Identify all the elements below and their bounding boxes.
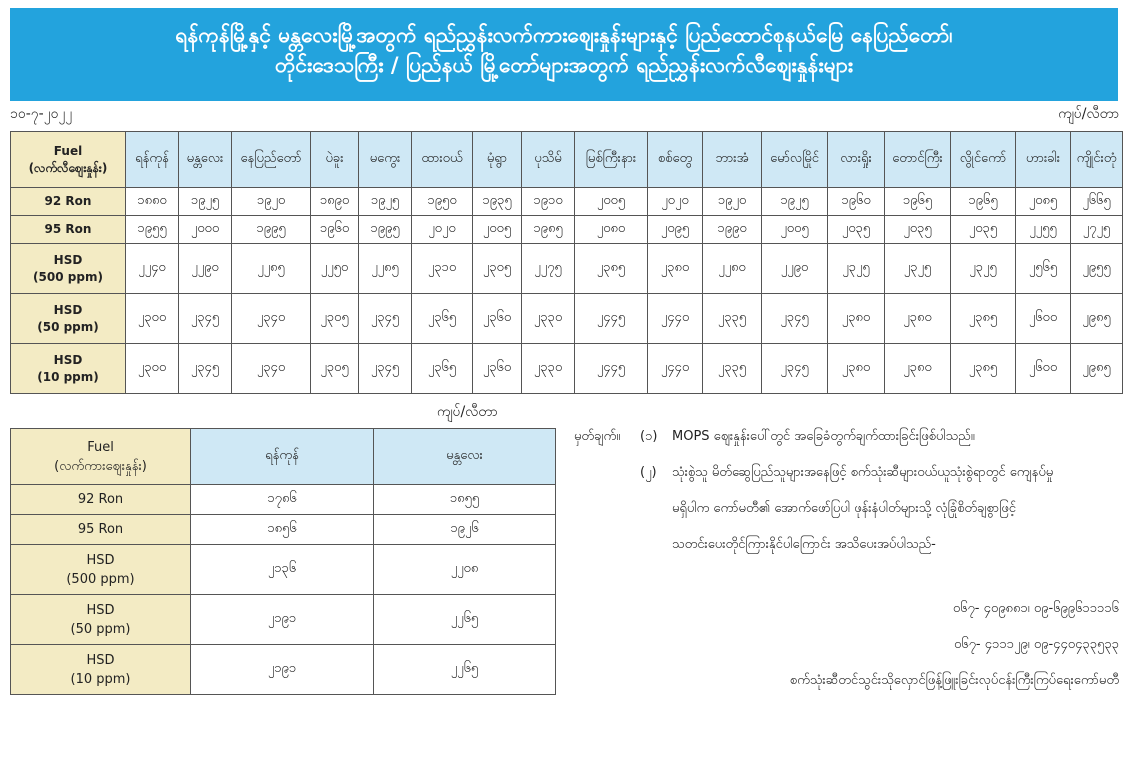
city-header: မကွေး	[359, 132, 412, 188]
retail-header-row	[11, 132, 1123, 188]
price-cell: ၂၀၀၅	[575, 188, 648, 216]
retail-corner-cell	[11, 132, 126, 188]
price-cell: ၂၄၄၅	[575, 294, 648, 344]
price-cell: ၂၃၈၀	[648, 244, 703, 294]
title-line-1: ရန်ကုန်မြို့နှင့် မန္တလေးမြို့အတွက် ရည်ညွှန်းလက်ကားဈေးနှုန်းများနှင့် ပြည်ထောင်စုနယ်မြေ နေပြည်တော်၊	[175, 23, 953, 47]
corner-line-2: (လက်ကားဈေးနှုန်း)	[54, 458, 147, 474]
wholesale-unit-label: ကျပ်/လီတာ	[437, 404, 498, 420]
price-cell: ၂၁၉၁	[191, 595, 374, 645]
price-cell: ၂၀၂၀	[412, 216, 473, 244]
price-cell: ၂၂၅၀	[311, 244, 359, 294]
fuel-type-line-2: (50 ppm)	[37, 319, 99, 334]
price-cell: ၂၀၃၅	[951, 216, 1016, 244]
fuel-row	[11, 294, 1123, 344]
city-header: ဟားခါး	[1016, 132, 1071, 188]
price-cell: ၂၃၃၀	[522, 294, 575, 344]
wholesale-price-table	[10, 428, 556, 695]
price-cell: ၂၃၄၅	[179, 344, 232, 394]
price-cell: ၂၁၃၆	[191, 545, 374, 595]
city-header: ထားဝယ်	[412, 132, 473, 188]
price-cell: ၁၉၂၅	[762, 188, 828, 216]
fuel-row	[11, 344, 1123, 394]
price-cell: ၂၃၀၀	[126, 344, 179, 394]
price-cell: ၂၃၃၅	[703, 344, 762, 394]
price-cell: ၂၃၈၀	[885, 344, 951, 394]
price-cell: ၂၃၄၅	[762, 294, 828, 344]
price-cell: ၂၉၈၅	[1071, 344, 1123, 394]
price-cell: ၂၄၄၀	[648, 294, 703, 344]
price-cell: ၂၅၆၅	[1016, 244, 1071, 294]
price-cell: ၂၀၈၀	[575, 216, 648, 244]
note-2-line-2: မရှိပါက ကော်မတီ၏ အောက်ဖော်ပြပါ ဖုန်းနံပါတ်များသို့ လုံခြုံစိတ်ချစွာဖြင့်	[672, 501, 1016, 516]
price-cell: ၂၆၀၀	[1016, 344, 1071, 394]
city-header: လွိုင်ကော်	[951, 132, 1016, 188]
price-cell: ၂၂၈၅	[232, 244, 311, 294]
price-cell: ၁၇၈၆	[191, 485, 374, 515]
note-2-line-1: သုံးစွဲသူ မိတ်ဆွေပြည်သူများအနေဖြင့် စက်သုံးဆီများဝယ်ယူသုံးစွဲရာတွင် ကျေနပ်မှု	[672, 465, 1054, 480]
price-cell: ၂၀၀၅	[473, 216, 522, 244]
price-cell: ၂၃၄၅	[359, 344, 412, 394]
city-header: ဘားအံ	[703, 132, 762, 188]
fuel-type-line-2: (50 ppm)	[70, 621, 131, 637]
price-cell: ၂၃၀၅	[311, 294, 359, 344]
price-cell: ၂၄၄၀	[648, 344, 703, 394]
price-cell: ၂၃၄၀	[232, 344, 311, 394]
price-cell: ၂၃၄၅	[179, 294, 232, 344]
price-cell: ၁၉၉၀	[703, 216, 762, 244]
note-2-line-3: သတင်းပေးတိုင်ကြားနိုင်ပါကြောင်း အသိပေးအပ်ပါသည်-	[672, 537, 936, 552]
price-cell: ၂၀၉၅	[648, 216, 703, 244]
price-cell: ၁၈၅၆	[191, 515, 374, 545]
fuel-type-line-1: HSD	[86, 652, 115, 668]
notes-label: မှတ်ချက်။	[574, 429, 621, 444]
city-header: ကျိုင်းတုံ	[1071, 132, 1123, 188]
price-cell: ၂၃၈၀	[828, 294, 885, 344]
price-cell: ၂၃၂၅	[951, 244, 1016, 294]
fuel-type-cell	[11, 545, 191, 595]
title-line-2: တိုင်းဒေသကြီး / ပြည်နယ် မြို့တော်များအတွက် ရည်ညွှန်းလက်လီဈေးနှုန်းများ	[274, 53, 854, 77]
city-header: တောင်ကြီး	[885, 132, 951, 188]
price-cell: ၂၂၀၈	[374, 545, 556, 595]
date-label: ၁၀-၇-၂၀၂၂	[10, 106, 73, 122]
fuel-row	[11, 515, 556, 545]
price-cell: ၂၂၆၅	[374, 595, 556, 645]
phone-line-2: ၀၆၇- ၄၁၁၁၂၉၊ ၀၉-၄၄၀၄၃၃၅၃၃	[953, 637, 1119, 652]
price-cell: ၁၈၈၀	[126, 188, 179, 216]
price-cell: ၂၉၅၅	[1071, 244, 1123, 294]
fuel-type-cell	[11, 595, 191, 645]
price-cell: ၂၃၂၅	[885, 244, 951, 294]
fuel-type-line-1: 95 Ron	[44, 222, 92, 236]
price-cell: ၂၂၈၅	[359, 244, 412, 294]
fuel-row	[11, 216, 1123, 244]
fuel-type-cell	[11, 294, 126, 344]
city-header: လားရှိုး	[828, 132, 885, 188]
fuel-type-cell	[11, 645, 191, 695]
price-cell: ၂၆၀၀	[1016, 294, 1071, 344]
price-cell: ၂၀၃၅	[828, 216, 885, 244]
city-header: နေပြည်တော်	[232, 132, 311, 188]
price-cell: ၁၉၂၅	[179, 188, 232, 216]
price-cell: ၂၀၂၀	[648, 188, 703, 216]
fuel-row	[11, 188, 1123, 216]
fuel-type-cell	[11, 244, 126, 294]
price-cell: ၁၉၂၆	[374, 515, 556, 545]
price-cell: ၁၉၆၀	[311, 216, 359, 244]
fuel-type-line-2: (500 ppm)	[33, 269, 103, 284]
price-cell: ၂၃၆၀	[473, 294, 522, 344]
wholesale-corner-cell	[11, 429, 191, 485]
note-2-number: (၂)	[640, 465, 657, 480]
price-cell: ၂၃၈၅	[575, 244, 648, 294]
price-cell: ၂၀၀၅	[762, 216, 828, 244]
unit-label: ကျပ်/လီတာ	[1058, 106, 1119, 122]
price-cell: ၁၉၆၅	[885, 188, 951, 216]
fuel-row	[11, 545, 556, 595]
city-header: မုံရွာ	[473, 132, 522, 188]
price-cell: ၂၆၆၅	[1071, 188, 1123, 216]
fuel-type-line-2: (500 ppm)	[66, 571, 135, 587]
note-1-number: (၁)	[640, 429, 658, 444]
fuel-type-line-1: 92 Ron	[44, 194, 92, 208]
corner-line-1: Fuel	[87, 439, 114, 455]
city-header: မြစ်ကြီးနား	[575, 132, 648, 188]
price-cell: ၂၃၆၅	[412, 294, 473, 344]
phone-line-1: ၀၆၇- ၄၀၉၈၈၁၊ ၀၉-၆၉၉၆၁၁၁၁၆	[952, 601, 1119, 616]
fuel-row	[11, 595, 556, 645]
price-cell: ၂၂၇၅	[522, 244, 575, 294]
wholesale-header-row	[11, 429, 556, 485]
title-banner	[10, 8, 1118, 101]
price-cell: ၂၂၅၅	[1016, 216, 1071, 244]
fuel-type-cell	[11, 188, 126, 216]
price-cell: ၂၂၆၅	[374, 645, 556, 695]
price-cell: ၂၃၀၅	[473, 244, 522, 294]
price-cell: ၂၂၉၀	[762, 244, 828, 294]
fuel-type-line-1: HSD	[86, 552, 115, 568]
fuel-type-cell	[11, 515, 191, 545]
fuel-type-line-2: (10 ppm)	[37, 369, 99, 384]
fuel-type-line-1: 95 Ron	[77, 522, 124, 537]
fuel-type-line-1: HSD	[53, 302, 83, 317]
price-cell: ၂၉၈၅	[1071, 294, 1123, 344]
corner-line-1: Fuel	[53, 143, 83, 158]
price-cell: ၁၉၉၅	[359, 216, 412, 244]
price-cell: ၂၃၈၀	[885, 294, 951, 344]
fuel-type-cell	[11, 344, 126, 394]
retail-price-table	[10, 131, 1123, 394]
city-header: ပဲခူး	[311, 132, 359, 188]
fuel-type-line-1: 92 Ron	[77, 492, 124, 507]
city-header: ရန်ကုန်	[126, 132, 179, 188]
price-cell: ၂၀၈၅	[1016, 188, 1071, 216]
city-header: ရန်ကုန်	[191, 429, 374, 485]
price-cell: ၂၄၄၅	[575, 344, 648, 394]
note-1-text: MOPS ဈေးနှုန်းပေါ်တွင် အခြေခံတွက်ချက်ထားခြင်းဖြစ်ပါသည်။	[672, 429, 975, 444]
fuel-type-line-1: HSD	[53, 252, 83, 267]
city-header: မန္တလေး	[374, 429, 556, 485]
price-cell: ၂၀၃၅	[885, 216, 951, 244]
fuel-row	[11, 645, 556, 695]
price-cell: ၂၂၈၀	[703, 244, 762, 294]
price-cell: ၁၉၁၀	[522, 188, 575, 216]
price-cell: ၁၉၂၀	[703, 188, 762, 216]
price-cell: ၂၃၄၅	[762, 344, 828, 394]
price-cell: ၁၉၅၅	[126, 216, 179, 244]
price-cell: ၂၃၈၅	[951, 294, 1016, 344]
price-cell: ၂၃၂၅	[828, 244, 885, 294]
price-cell: ၂၃၃၀	[522, 344, 575, 394]
fuel-type-cell	[11, 216, 126, 244]
city-header: မော်လမြိုင်	[762, 132, 828, 188]
price-cell: ၂၃၆၀	[473, 344, 522, 394]
price-cell: ၂၃၈၀	[828, 344, 885, 394]
price-cell: ၁၈၅၅	[374, 485, 556, 515]
price-cell: ၁၉၃၅	[473, 188, 522, 216]
price-cell: ၁၉၆၅	[951, 188, 1016, 216]
fuel-type-line-1: HSD	[86, 602, 115, 618]
price-cell: ၂၃၆၅	[412, 344, 473, 394]
price-cell: ၂၁၉၁	[191, 645, 374, 695]
price-cell: ၁၉၂၀	[232, 188, 311, 216]
price-cell: ၂၃၀၀	[126, 294, 179, 344]
price-cell: ၂၂၄၀	[126, 244, 179, 294]
price-cell: ၂၃၁၀	[412, 244, 473, 294]
price-cell: ၂၃၃၅	[703, 294, 762, 344]
price-cell: ၂၀၀၀	[179, 216, 232, 244]
city-header: စစ်တွေ	[648, 132, 703, 188]
price-cell: ၂၃၄၅	[359, 294, 412, 344]
price-cell: ၂၇၂၅	[1071, 216, 1123, 244]
price-cell: ၁၉၅၀	[412, 188, 473, 216]
city-header: မန္တလေး	[179, 132, 232, 188]
fuel-type-line-1: HSD	[53, 352, 83, 367]
fuel-type-line-2: (10 ppm)	[70, 671, 131, 687]
price-cell: ၂၃၄၀	[232, 294, 311, 344]
city-header: ပုသိမ်	[522, 132, 575, 188]
price-cell: ၂၃၈၅	[951, 344, 1016, 394]
committee-name: စက်သုံးဆီတင်သွင်းသိုလှောင်ဖြန့်ဖြူးခြင်းလုပ်ငန်းကြီးကြပ်ရေးကော်မတီ	[789, 673, 1119, 688]
price-cell: ၂၃၀၅	[311, 344, 359, 394]
corner-line-2: (လက်လီဈေးနှုန်း)	[28, 160, 108, 175]
price-cell: ၂၂၉၀	[179, 244, 232, 294]
fuel-type-cell	[11, 485, 191, 515]
price-cell: ၁၉၂၅	[359, 188, 412, 216]
fuel-row	[11, 244, 1123, 294]
price-cell: ၁၈၉၀	[311, 188, 359, 216]
price-cell: ၁၉၆၀	[828, 188, 885, 216]
price-cell: ၁၉၉၅	[232, 216, 311, 244]
fuel-row	[11, 485, 556, 515]
price-cell: ၁၉၈၅	[522, 216, 575, 244]
